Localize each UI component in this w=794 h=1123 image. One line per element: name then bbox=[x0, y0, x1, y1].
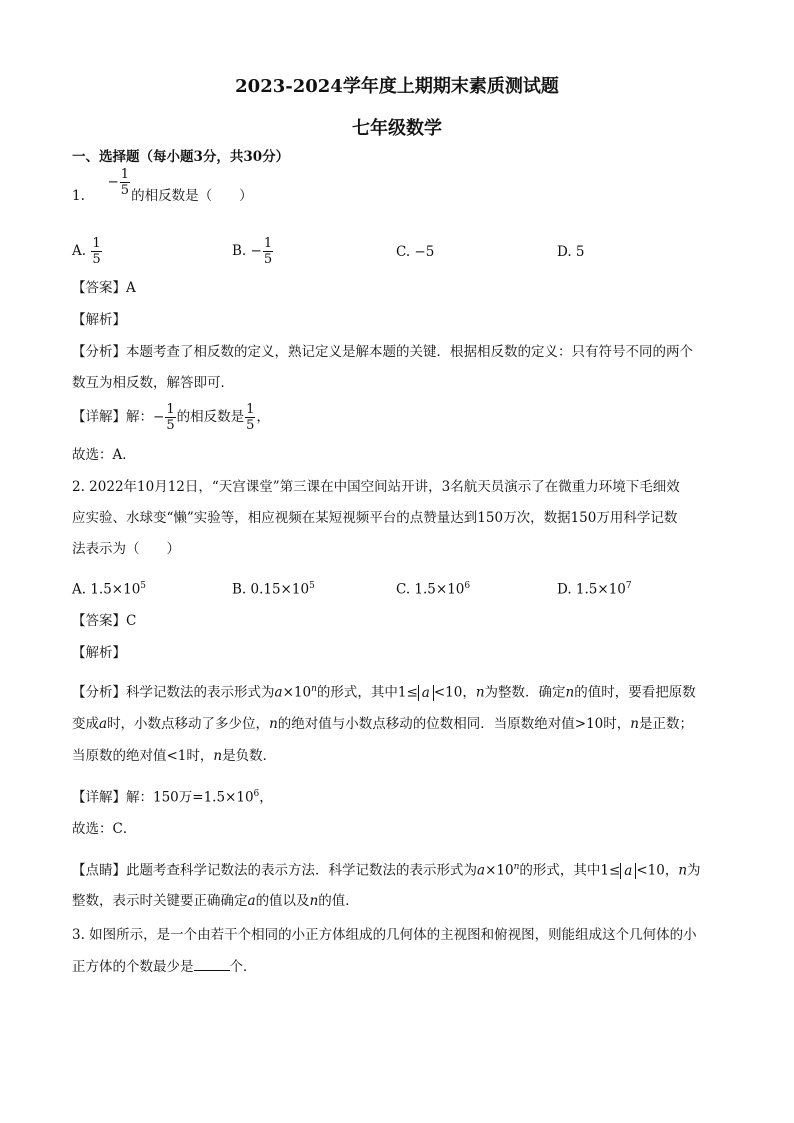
q1-option-b: B. − $\frac{1}{5}$ bbox=[232, 236, 273, 267]
q1-option-a: A. $\frac{1}{5}$ bbox=[72, 236, 101, 267]
q1-answer: 【答案】A bbox=[72, 280, 136, 296]
q1-fenxi-line1: 【分析】本题考查了相反数的定义，熟记定义是解本题的关键．根据相反数的定义：只有符号不同的两个 bbox=[72, 344, 693, 360]
q2-option-a: A. $1.5\times 10^5$ bbox=[72, 581, 147, 598]
q2-detail: 【详解】解：150万$=1.5\times 10^6$， bbox=[72, 789, 273, 806]
q2-choose: 故选：C． bbox=[72, 821, 137, 837]
page-title: 2023-2024学年度上期期末素质测试题 bbox=[235, 76, 559, 97]
q1-detail: 【详解】解：− $\frac{1}{5}$ 的相反数是 $\frac{1}{5}$ ， bbox=[72, 402, 270, 433]
q1-choose: 故选：A． bbox=[72, 447, 136, 463]
q2-fenxi-line2: 变成a时，小数点移动了多少位，n的绝对值与小数点移动的位数相同．当原数绝对值>10时，n是正数； bbox=[72, 716, 693, 732]
page-subtitle: 七年级数学 bbox=[352, 118, 442, 139]
q2-option-b: B. $0.15\times 10^5$ bbox=[232, 581, 315, 598]
q2-option-c: C. $1.5\times 10^6$ bbox=[396, 581, 471, 598]
q2-option-d: D. $1.5\times 10^7$ bbox=[557, 581, 632, 598]
q3-stem-line1: 3. 如图所示，是一个由若干个相同的小正方体组成的几何体的主视图和俯视图，则能组成这个几何体的小 bbox=[72, 927, 697, 943]
q2-answer: 【答案】C bbox=[72, 613, 137, 629]
q1-analysis-tag: 【解析】 bbox=[72, 312, 126, 328]
q1-fenxi-line2: 数互为相反数，解答即可． bbox=[72, 375, 234, 391]
q1-number: 1. bbox=[72, 188, 85, 204]
q2-analysis-tag: 【解析】 bbox=[72, 645, 126, 661]
answer-blank[interactable] bbox=[194, 957, 230, 971]
q2-fenxi-line1: 【分析】科学记数法的表示形式为$a\times 10^n$的形式，其中1≤ a <10，n为整数．确定n的值时，要看把原数 bbox=[72, 684, 696, 701]
q2-stem-line2: 应实验、水球变“懒”实验等，相应视频在某短视频平台的点赞量达到150万次，数据150万用科学记数 bbox=[72, 510, 678, 526]
q1-stem-fraction: − $\frac{1}{5}$ bbox=[107, 167, 130, 198]
q2-stem-line3: 法表示为（ ） bbox=[72, 541, 180, 557]
q1-stem-text: 的相反数是（ ） bbox=[131, 188, 253, 204]
q2-stem-line1: 2. 2022年10月12日，“天宫课堂”第三课在中国空间站开讲，3名航天员演示了在微重力环境下毛细效 bbox=[72, 479, 680, 495]
q1-option-d: D. 5 bbox=[557, 244, 585, 260]
q2-dianjing-line1: 【点睛】此题考查科学记数法的表示方法．科学记数法的表示形式为$a\times 10^n$的形式，其中1≤ a <10，n为 bbox=[72, 862, 701, 879]
q3-stem-line2: 正方体的个数最少是 个． bbox=[72, 959, 257, 975]
q2-dianjing-line2: 整数，表示时关键要正确确定a的值以及n的值． bbox=[72, 893, 359, 909]
section-heading: 一、选择题（每小题3分，共30分） bbox=[72, 149, 290, 165]
q2-fenxi-line3: 当原数的绝对值<1时，n是负数． bbox=[72, 748, 277, 764]
q1-stem bbox=[72, 167, 253, 212]
q1-option-c: C. −5 bbox=[396, 244, 435, 260]
